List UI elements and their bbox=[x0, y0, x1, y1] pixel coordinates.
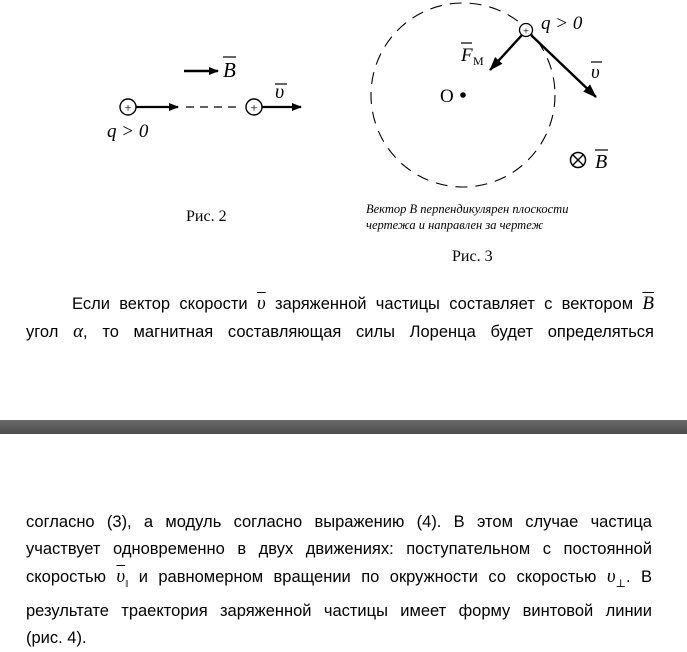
fig3-charge-label: q > 0 bbox=[541, 13, 583, 34]
svg-text:F: F bbox=[461, 45, 473, 66]
svg-text:υ: υ bbox=[275, 81, 285, 103]
paragraph-bottom-line-2: участвует одновременно в двух движениях: поступательном с постоянной bbox=[26, 540, 652, 558]
fig3-v-label bbox=[591, 62, 602, 83]
fig3-force-label bbox=[460, 43, 484, 68]
fig2-b-label bbox=[223, 57, 236, 82]
fig2-v-label bbox=[275, 81, 287, 103]
fig2-caption: Рис. 2 bbox=[186, 208, 227, 225]
alpha-symbol: α bbox=[73, 321, 84, 342]
fig3-b-into-page-icon bbox=[571, 153, 586, 168]
paragraph-bottom-line-4: результате траектория заряженной частицы имеет форму винтовой линии bbox=[26, 601, 652, 620]
svg-text:B: B bbox=[595, 151, 608, 173]
b-vector-symbol: $\overline{B}$ bbox=[642, 293, 654, 314]
v-parallel-symbol: $\overline{\upsilon}_‖$ bbox=[116, 566, 129, 590]
figure-2 bbox=[107, 57, 301, 142]
svg-text:υ: υ bbox=[591, 62, 600, 83]
page-bottom bbox=[0, 434, 687, 647]
svg-text:M: M bbox=[473, 54, 484, 68]
svg-text:B: B bbox=[223, 58, 236, 82]
fig3-note bbox=[366, 201, 568, 233]
fig2-charge-2-sign: + bbox=[250, 100, 258, 115]
fig3-note-line-1: Вектор B перпендикулярен плоскости bbox=[366, 202, 569, 216]
fig3-charge-sign: + bbox=[522, 25, 530, 38]
fig3-note-line-2: чертежа и направлен за чертеж bbox=[366, 218, 544, 232]
fig3-caption: Рис. 3 bbox=[452, 248, 493, 265]
paragraph-top-line-2: угол α, то магнитная составляющая силы Лоренца будет определяться bbox=[26, 321, 654, 342]
paragraph-bottom-line-3: скоростью $\overline{\upsilon}_‖$ и равномерном вращении по окружности со скоростью $\upsilon_\perp$. В bbox=[26, 566, 652, 590]
fig2-charge-1-sign: + bbox=[124, 100, 132, 115]
velocity-symbol: $\overline{\upsilon}$ bbox=[256, 293, 266, 314]
figure-3 bbox=[371, 3, 608, 187]
fig2-charge-label: q > 0 bbox=[107, 121, 149, 142]
fig3-force-arrow bbox=[490, 35, 522, 70]
paragraph-bottom-line-5: (рис. 4). bbox=[26, 628, 87, 647]
fig3-center-dot bbox=[460, 92, 466, 98]
fig3-velocity-arrow bbox=[531, 35, 596, 97]
paragraph-bottom bbox=[26, 509, 652, 652]
fig3-center-label: O bbox=[440, 86, 454, 107]
paragraph-bottom-line-1: согласно (3), а модуль согласно выражению (4). В этом случае частица bbox=[26, 513, 652, 531]
paragraph-top bbox=[26, 290, 654, 346]
v-perp-symbol: $\upsilon_\perp$ bbox=[606, 566, 626, 590]
page-divider bbox=[0, 420, 687, 434]
fig3-b-label bbox=[595, 150, 608, 173]
paragraph-top-line-1: Если вектор скорости $\overline{\upsilon}$ заряженной частицы составляет с вектором $\overline{B}$ bbox=[72, 293, 654, 314]
